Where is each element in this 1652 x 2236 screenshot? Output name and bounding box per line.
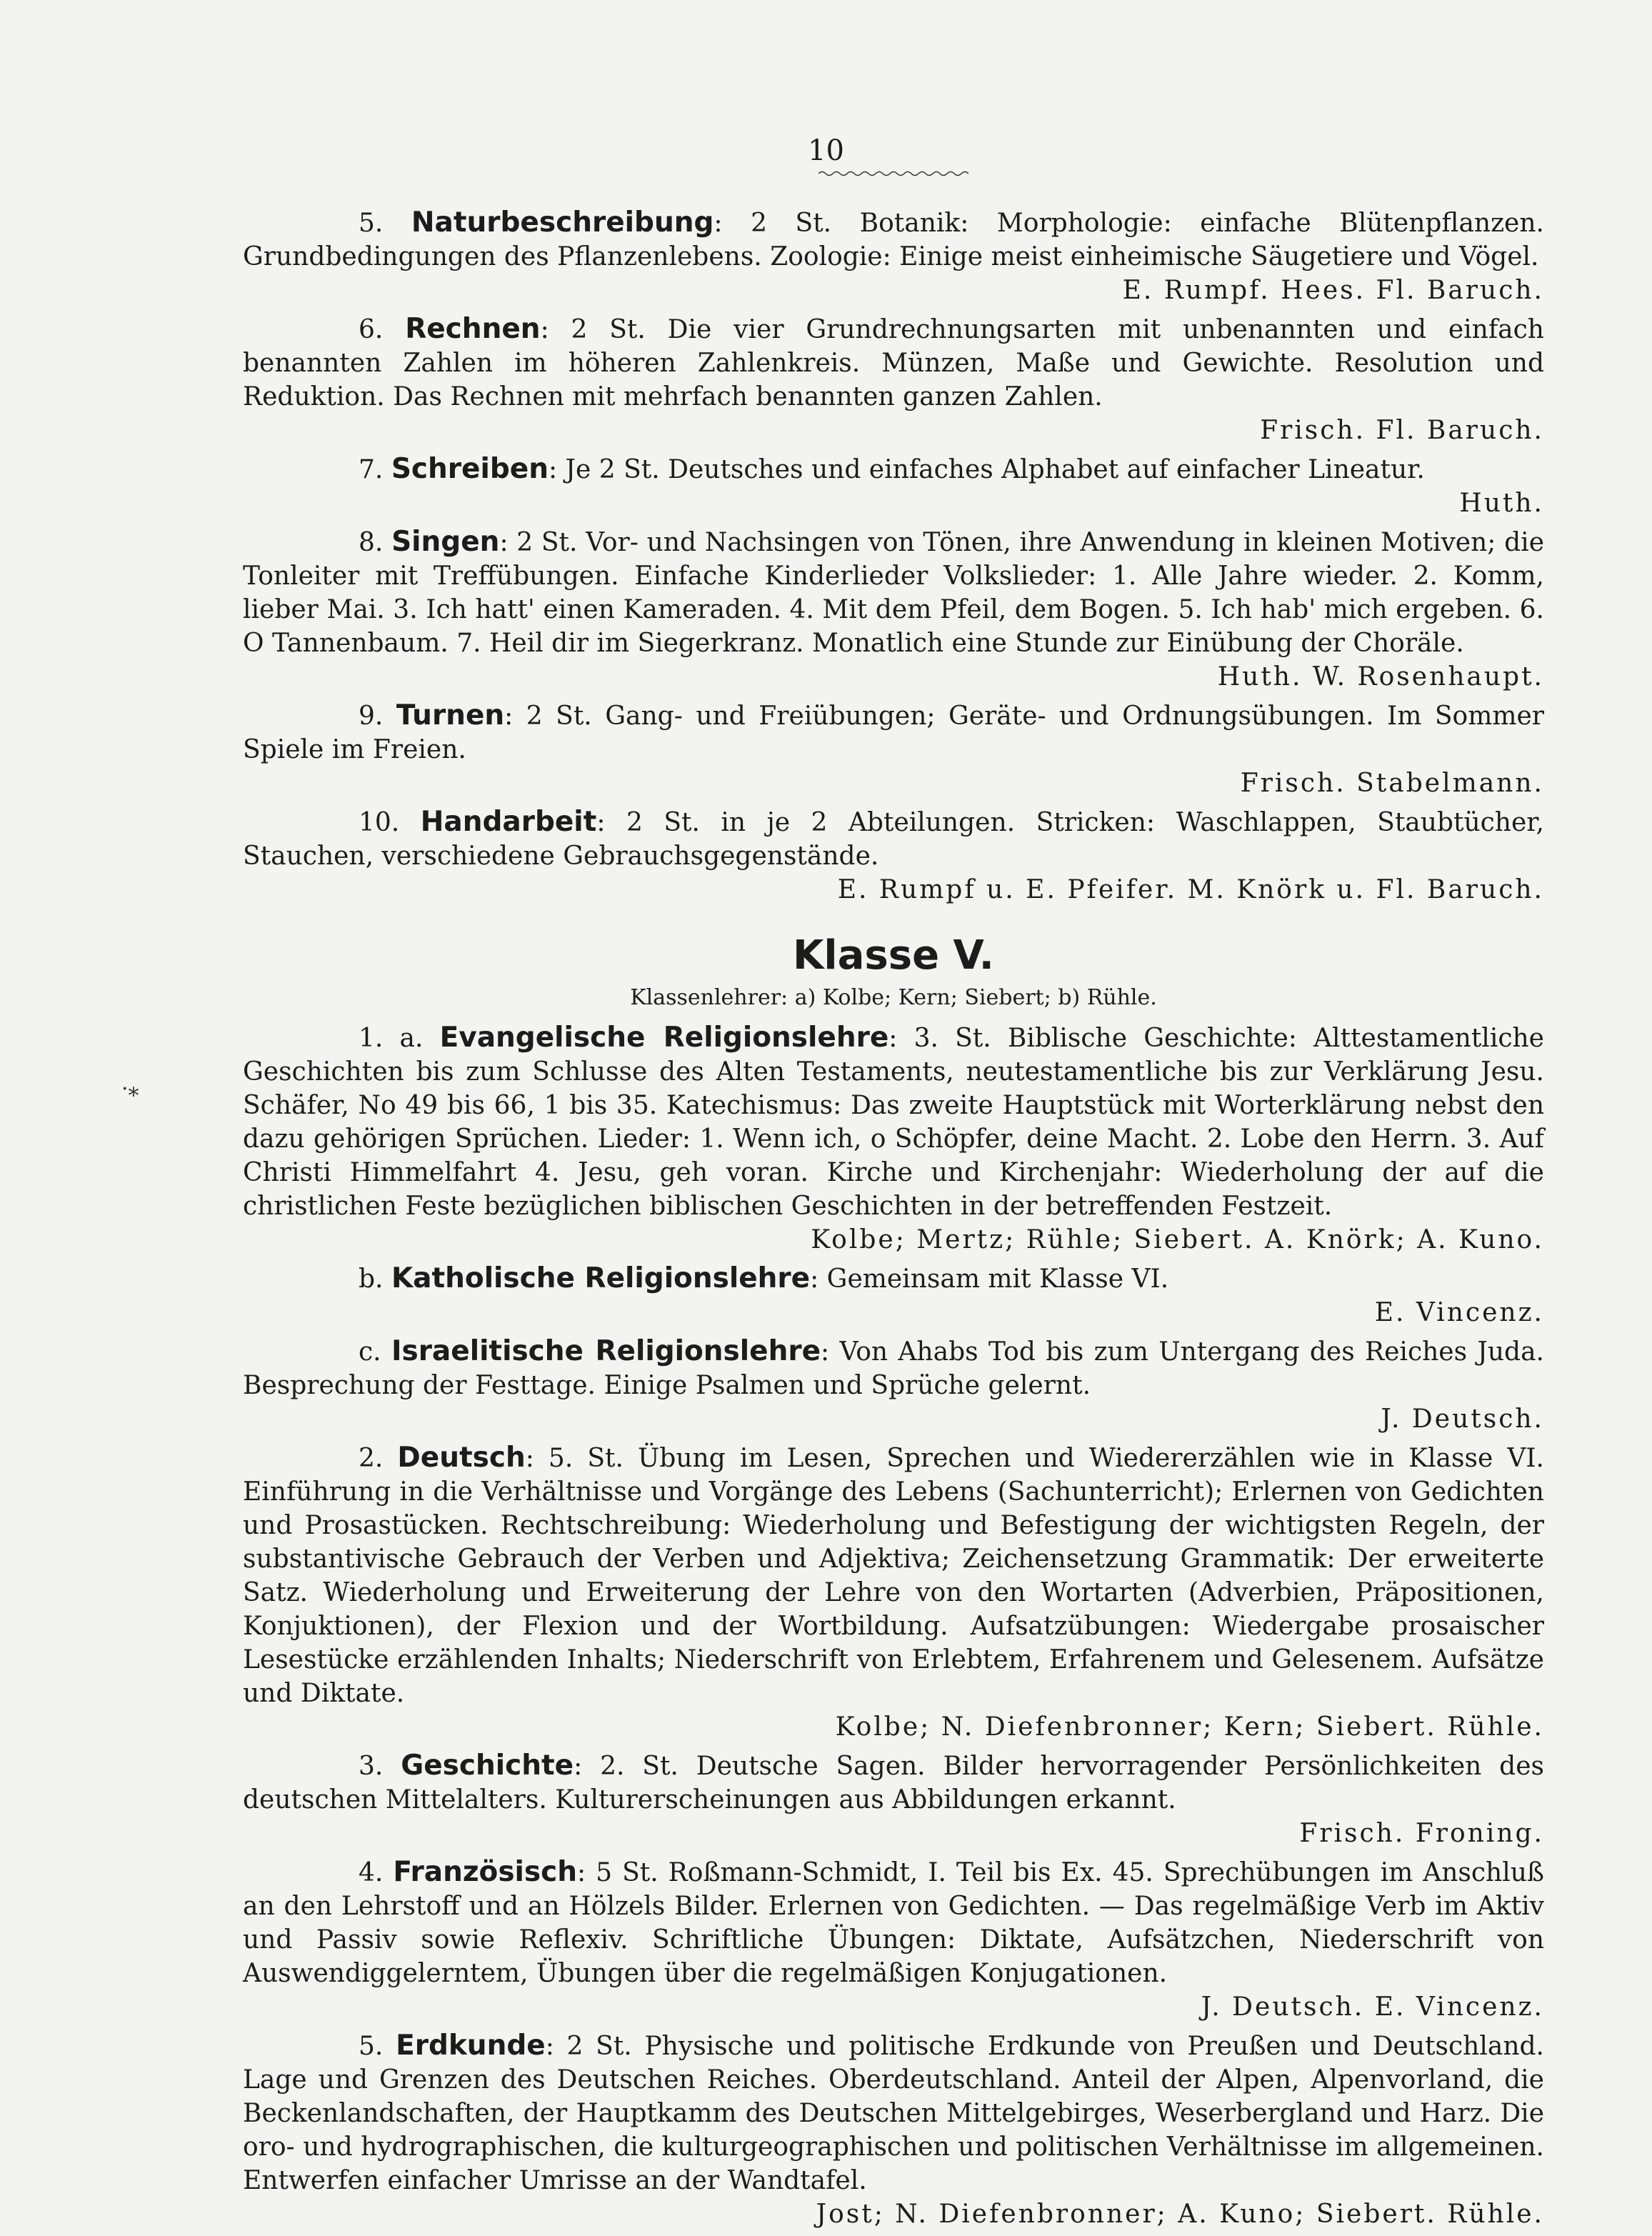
entry-number: 7. bbox=[359, 455, 384, 484]
teacher-names: E. Rumpf. Hees. Fl. Baruch. bbox=[1122, 276, 1544, 305]
entry-description: : Gemeinsam mit Klasse VI. bbox=[810, 1264, 1169, 1294]
subject-name: Evangelische Religionslehre bbox=[439, 1022, 889, 1054]
entry-number: b. bbox=[359, 1264, 384, 1294]
subject-entry bbox=[243, 206, 1544, 307]
class-teacher-line: Klassenlehrer: a) Kolbe; Kern; Siebert; b) Rühle. bbox=[630, 985, 1157, 1010]
subject-entry bbox=[243, 1855, 1544, 2024]
teacher-names: Jost; N. Diefenbronner; A. Kuno; Siebert. Rühle. bbox=[816, 2200, 1544, 2229]
page-number: 10 bbox=[808, 134, 844, 167]
teacher-names: Frisch. Fl. Baruch. bbox=[1260, 416, 1544, 445]
teacher-names: Frisch. Froning. bbox=[1299, 1819, 1544, 1848]
entry-description: : 2 St. Die vier Grundrechnungsarten mit unbenannten und einfach benannten Zahlen im höheren Zahlenkreis. Münzen, Maße und Gewichte. Resolution und Reduktion. Das Rechnen mit mehrfach benannten ganzen Zahlen. bbox=[243, 315, 1544, 411]
entry-number: 10. bbox=[359, 808, 400, 837]
subject-entry bbox=[243, 525, 1544, 694]
subject-name: Deutsch bbox=[397, 1442, 526, 1474]
entry-description: : Je 2 St. Deutsches und einfaches Alphabet auf einfacher Lineatur. bbox=[548, 455, 1425, 484]
subject-entry bbox=[243, 1021, 1544, 1257]
decorative-wave-rule bbox=[819, 170, 968, 177]
subject-entry bbox=[243, 1749, 1544, 1850]
teacher-names: Kolbe; Mertz; Rühle; Siebert. A. Knörk; A. Kuno. bbox=[811, 1225, 1544, 1254]
subject-name: Turnen bbox=[396, 699, 505, 732]
entry-number: 5. bbox=[359, 209, 384, 238]
stray-mark: ·⁎ bbox=[121, 1077, 139, 1102]
subject-name: Israelitische Religionslehre bbox=[391, 1335, 821, 1367]
teacher-names: J. Deutsch. bbox=[1381, 1404, 1544, 1434]
subject-name: Erdkunde bbox=[396, 2030, 546, 2062]
subject-entry bbox=[243, 805, 1544, 907]
entry-description: : 2 St. Botanik: Morphologie: einfache Blütenpflanzen. Grundbedingungen des Pflanzenlebens. Zoologie: Einige meist einheimische Säugetiere und Vögel. bbox=[243, 209, 1544, 271]
entry-number: 9. bbox=[359, 702, 384, 731]
subject-entry bbox=[243, 312, 1544, 447]
entry-description: : 5 St. Roßmann-Schmidt, I. Teil bis Ex. 45. Sprechübungen im Anschluß an den Lehrstoff und an Hölzels Bilder. Erlernen von Gedichten. — Das regelmäßige Verb im Aktiv und Passiv sowie Reflexiv. Schriftliche Übungen: Diktate, Aufsätzchen, Niederschrift von Auswendiggelerntem, Übungen über die regelmäßigen Konjugationen. bbox=[243, 1858, 1544, 1988]
subject-entry bbox=[243, 1334, 1544, 1436]
subject-entry bbox=[243, 2029, 1544, 2231]
text-body bbox=[243, 206, 1544, 2236]
entry-number: 1. a. bbox=[359, 1024, 424, 1053]
entry-number: c. bbox=[359, 1337, 381, 1367]
entry-number: 8. bbox=[359, 528, 384, 557]
subject-name: Schreiben bbox=[391, 453, 549, 485]
subject-entry bbox=[243, 452, 1544, 520]
subject-entry bbox=[243, 699, 1544, 800]
entry-description: : 2 St. Vor- und Nachsingen von Tönen, ihre Anwendung in kleinen Motiven; die Tonleiter mit Treffübungen. Einfache Kinderlieder Volkslieder: 1. Alle Jahre wieder. 2. Komm, lieber Mai. 3. Ich hatt' einen Kameraden. 4. Mit dem Pfeil, dem Bogen. 5. Ich hab' mich ergeben. 6. O Tannenbaum. 7. Heil dir im Siegerkranz. Monatlich eine Stunde zur Einübung der Choräle. bbox=[243, 528, 1544, 658]
entry-number: 5. bbox=[359, 2032, 384, 2061]
entry-description: : Von Ahabs Tod bis zum Untergang des Reiches Juda. Besprechung der Festtage. Einige Psalmen und Sprüche gelernt. bbox=[243, 1337, 1544, 1400]
subject-name: Geschichte bbox=[401, 1750, 574, 1782]
teacher-names: Huth. bbox=[1459, 489, 1544, 518]
section-class-v bbox=[243, 1021, 1544, 2231]
subject-name: Singen bbox=[391, 526, 500, 558]
teacher-names: E. Vincenz. bbox=[1374, 1298, 1544, 1327]
entry-number: 4. bbox=[359, 1858, 384, 1887]
class-heading: Klasse V. bbox=[793, 932, 994, 979]
subject-name: Rechnen bbox=[405, 313, 541, 345]
entry-number: 6. bbox=[359, 315, 384, 344]
subject-name: Französisch bbox=[393, 1856, 578, 1888]
entry-description: : 2 St. Gang- und Freiübungen; Geräte- und Ordnungsübungen. Im Sommer Spiele im Freien. bbox=[243, 702, 1544, 764]
subject-entry bbox=[243, 1262, 1544, 1329]
entry-number: 3. bbox=[359, 1752, 384, 1781]
teacher-names: J. Deutsch. E. Vincenz. bbox=[1201, 1992, 1544, 2022]
teacher-names: E. Rumpf u. E. Pfeifer. M. Knörk u. Fl. Baruch. bbox=[837, 875, 1544, 904]
entry-description: : 2. St. Deutsche Sagen. Bilder hervorragender Persönlichkeiten des deutschen Mittelalters. Kulturerscheinungen aus Abbildungen erkannt. bbox=[243, 1752, 1544, 1815]
subject-name: Katholische Religionslehre bbox=[391, 1262, 811, 1294]
entry-description: : 2 St. Physische und politische Erdkunde von Preußen und Deutschland. Lage und Grenzen des Deutschen Reiches. Oberdeutschland. Anteil der Alpen, Alpenvorland, die Beckenlandschaften, der Hauptkamm des Deutschen Mittelgebirges, Weserbergland und Harz. Die oro- und hydrographischen, die kulturgeographischen und politischen Verhältnisse im allgemeinen. Entwerfen einfacher Umrisse an der Wandtafel. bbox=[243, 2032, 1544, 2195]
entry-description: : 5. St. Übung im Lesen, Sprechen und Wiedererzählen wie in Klasse VI. Einführung in die Verhältnisse und Vorgänge des Lebens (Sachunterricht); Erlernen von Gedichten und Prosastücken. Rechtschreibung: Wiederholung und Befestigung der wichtigsten Regeln, der substantivische Gebrauch der Verben und Adjektiva; Zeichensetzung Grammatik: Der erweiterte Satz. Wiederholung und Erweiterung der Lehre von den Wortarten (Adverbien, Präpositionen, Konjuktionen), der Flexion und der Wortbildung. Aufsatzübungen: Wiedergabe prosaischer Lesestücke erzählenden Inhalts; Niederschrift von Erlebtem, Erfahrenem und Gelesenem. Aufsätze und Diktate. bbox=[243, 1444, 1544, 1708]
entry-description: : 3. St. Biblische Geschichte: Alttestamentliche Geschichten bis zum Schlusse des Alten Testaments, neutestamentliche bis zur Verklärung Jesu. Schäfer, No 49 bis 66, 1 bis 35. Katechismus: Das zweite Hauptstück mit Worterklärung nebst den dazu gehörigen Sprüchen. Lieder: 1. Wenn ich, o Schöpfer, deine Macht. 2. Lobe den Herrn. 3. Auf Christi Himmelfahrt 4. Jesu, geh voran. Kirche und Kirchenjahr: Wiederholung der auf die christlichen Feste bezüglichen biblischen Geschichten in der betreffenden Festzeit. bbox=[243, 1024, 1544, 1221]
teacher-names: Kolbe; N. Diefenbronner; Kern; Siebert. Rühle. bbox=[835, 1712, 1544, 1742]
entry-description: : 2 St. in je 2 Abteilungen. Stricken: Waschlappen, Staubtücher, Stauchen, verschiedene Gebrauchsgegenstände. bbox=[243, 808, 1544, 871]
teacher-names: Huth. W. Rosenhaupt. bbox=[1217, 662, 1544, 692]
subject-name: Naturbeschreibung bbox=[411, 206, 714, 239]
subject-name: Handarbeit bbox=[420, 806, 597, 838]
entry-number: 2. bbox=[359, 1444, 384, 1473]
subject-entry bbox=[243, 1441, 1544, 1744]
section-class-vi-continued bbox=[243, 206, 1544, 907]
teacher-names: Frisch. Stabelmann. bbox=[1240, 769, 1544, 798]
